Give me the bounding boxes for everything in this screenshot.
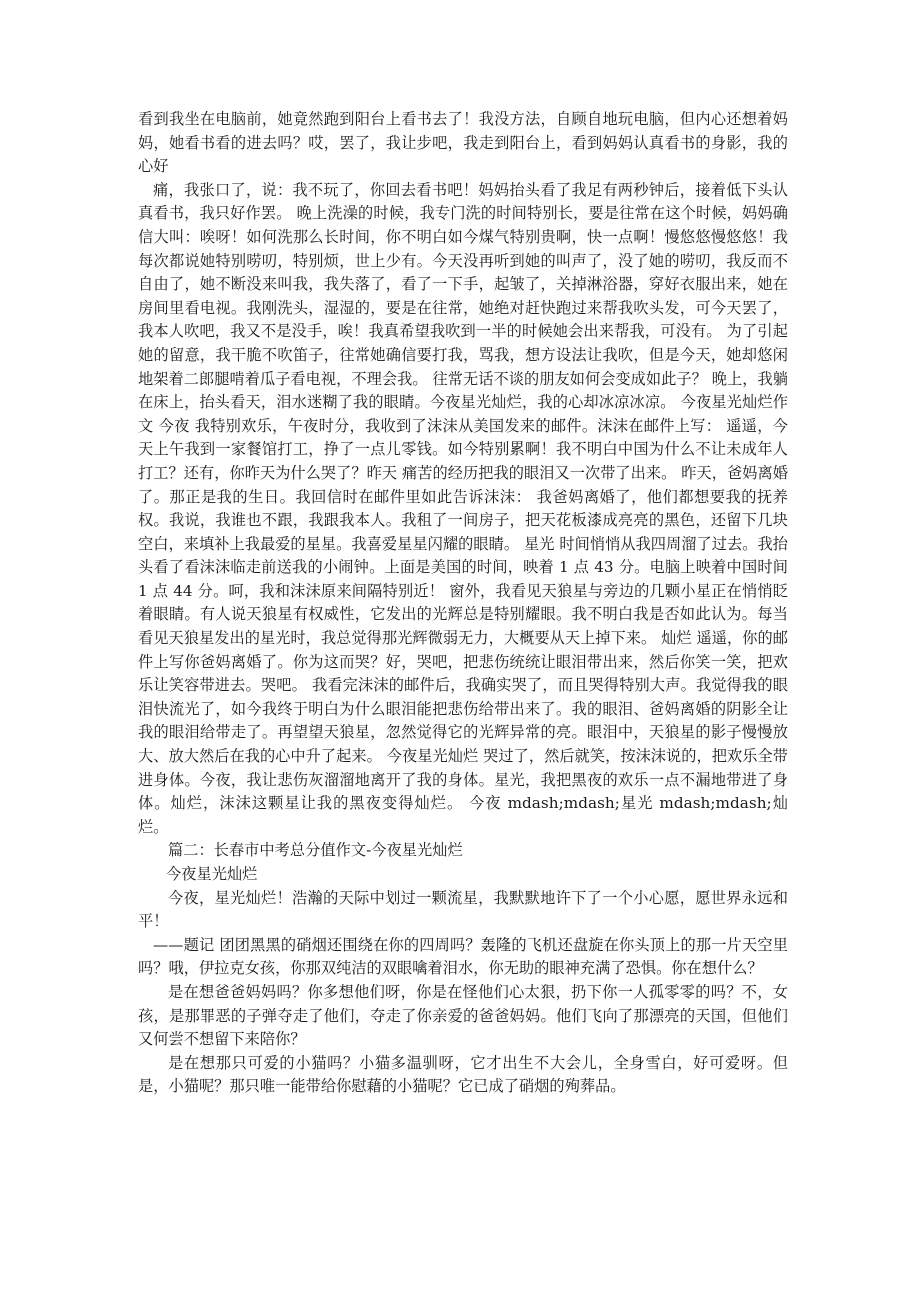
document-page — [138, 108, 788, 1099]
paragraph-epigraph: ——题记 团团黑黑的硝烟还围绕在你的四周吗？轰隆的飞机还盘旋在你头顶上的那一片天空里吗？哦，伊拉克女孩，你那双纯洁的双眼噙着泪水，你无助的眼神充满了恐惧。你在想什么？ — [138, 935, 788, 978]
section-heading: 篇二：长春市中考总分值作文-今夜星光灿烂 — [168, 841, 463, 860]
paragraph-cat: 是在想那只可爱的小猫吗？小猫多温驯呀，它才出生不大会儿，全身雪白，好可爱呀。但是，小猫呢？那只唯一能带给你慰藉的小猫呢？它已成了硝烟的殉葬品。 — [138, 1053, 788, 1096]
paragraph-parents: 是在想爸爸妈妈吗？你多想他们呀，你是在怪他们心太狠，扔下你一人孤零零的吗？不，女孩，是那罪恶的子弹夺走了他们，夺走了你亲爱的爸爸妈妈。他们飞向了那漂亮的天国，但他们又何尝不想留下来陪你？ — [138, 982, 788, 1049]
essay-title: 今夜星光灿烂 — [166, 865, 258, 883]
paragraph-1: 看到我坐在电脑前，她竟然跑到阳台上看书去了！我没方法，自顾自地玩电脑，但内心还想着妈妈，她看书看的进去吗？哎，罢了，我让步吧，我走到阳台上，看到妈妈认真看书的身影，我的心好 — [138, 110, 788, 176]
paragraph-opening: 今夜，星光灿烂！浩瀚的天际中划过一颗流星，我默默地许下了一个小心愿，愿世界永远和平！ — [138, 888, 788, 931]
paragraph-2: 痛，我张口了，说：我不玩了，你回去看书吧！妈妈抬头看了我足有两秒钟后，接着低下头认真看书，我只好作罢。 晚上洗澡的时候，我专门洗的时间特别长，要是往常在这个时候，妈妈确信大叫：唉呀！如何洗那么长时间，你不明白如今煤气特别贵啊，快一点啊！慢悠悠慢悠悠！我每次都说她特别唠叨，特别烦，世上少有。今天没再听到她的叫声了，没了她的唠叨，我反而不自由了，她不断没来叫我，我失落了，看了一下手，起皱了，关掉淋浴器，穿好衣服出来，她在房间里看电视。我刚洗头，湿湿的，要是在往常，她绝对赶快跑过来帮我吹头发，可今天罢了，我本人吹吧，我又不是没手，唉！我真希望我吹到一半的时候她会出来帮我，可没有。 为了引起她的留意，我干脆不吹笛子，往常她确信要打我，骂我，想方设法让我吹，但是今天，她却悠闲地架着二郎腿啃着瓜子看电视，不理会我。 往常无话不谈的朋友如何会变成如此子？ 晚上，我躺在床上，抬头看天，泪水迷糊了我的眼睛。今夜星光灿烂，我的心却冰凉冰凉。 今夜星光灿烂作文 今夜 我特别欢乐，午夜时分，我收到了沫沫从美国发来的邮件。沫沫在邮件上写： 遥遥，今天上午我到一家餐馆打工，挣了一点儿零钱。如今特别累啊！我不明白中国为什么不让未成年人打工？还有，你昨天为什么哭了？昨天 痛苦的经历把我的眼泪又一次带了出来。 昨天，爸妈离婚了。那正是我的生日。我回信时在邮件里如此告诉沫沫： 我爸妈离婚了，他们都想要我的抚养权。我说，我谁也不跟，我跟我本人。我租了一间房子，把天花板漆成亮亮的黑色，还留下几块空白，来填补上我最爱的星星。我喜爱星星闪耀的眼睛。 星光 时间悄悄从我四周溜了过去。我抬头看了看沫沫临走前送我的小闹钟。上面是美国的时间，映着 1 点 43 分。电脑上映着中国时间 1 点 44 分。呵，我和沫沫原来间隔特别近！ 窗外，我看见天狼星与旁边的几颗小星正在悄悄眨着眼睛。有人说天狼星有权威性，它发出的光辉总是特别耀眼。我不明白我是否如此认为。每当看见天狼星发出的星光时，我总觉得那光辉微弱无力，大概要从天上掉下来。 灿烂 遥遥，你的邮件上写你爸妈离婚了。你为这而哭？好，哭吧，把悲伤统统让眼泪带出来，然后你笑一笑，把欢乐让笑容带进去。哭吧。 我看完沫沫的邮件后，我确实哭了，而且哭得特别大声。我觉得我的眼泪快流光了，如今我终于明白为什么眼泪能把悲伤给带出来了。我的眼泪、爸妈离婚的阴影全让我的眼泪给带走了。再望望天狼星，忽然觉得它的光辉异常的亮。眼泪中，天狼星的影子慢慢放大、放大然后在我的心中升了起来。 今夜星光灿烂 哭过了，然后就笑，按沫沫说的，把欢乐全带进身体。今夜，我让悲伤灰溜溜地离开了我的身体。星光，我把黑夜的欢乐一点不漏地带进了身体。灿烂，沫沫这颗星让我的黑夜变得灿烂。 今夜 mdash;mdash;星光 mdash;mdash;灿烂。 — [138, 180, 788, 836]
